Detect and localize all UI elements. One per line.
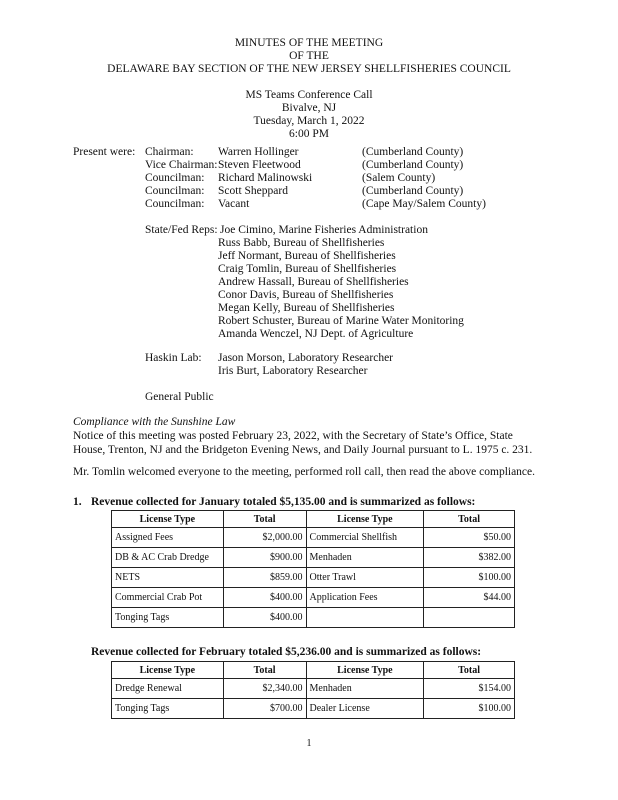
license-type-cell: Commercial Crab Pot — [112, 588, 224, 608]
total-cell: $100.00 — [424, 568, 515, 588]
rep-item: Russ Babb, Bureau of Shellfisheries — [218, 237, 385, 249]
table-header-row — [112, 662, 515, 679]
license-type-cell: Tonging Tags — [112, 608, 224, 628]
total-cell: $400.00 — [223, 588, 306, 608]
rep-item: Robert Schuster, Bureau of Marine Water Monitoring — [218, 315, 464, 327]
table-row — [112, 608, 515, 628]
reps-label: State/Fed Reps: — [145, 224, 218, 236]
total-cell: $100.00 — [424, 699, 515, 719]
col-header: License Type — [306, 662, 424, 679]
meeting-location-2: Bivalve, NJ — [281, 102, 337, 114]
council-name: Steven Fleetwood — [218, 159, 301, 171]
total-cell: $382.00 — [424, 548, 515, 568]
table-header-row — [112, 511, 515, 528]
rep-item: Amanda Wenczel, NJ Dept. of Agriculture — [218, 328, 414, 340]
license-type-cell: Dredge Renewal — [112, 679, 224, 699]
revenue-feb-table — [111, 661, 515, 719]
total-cell: $900.00 — [223, 548, 306, 568]
license-type-cell: Assigned Fees — [112, 528, 224, 548]
meeting-date: Tuesday, March 1, 2022 — [253, 115, 365, 127]
license-type-cell: Menhaden — [306, 548, 424, 568]
revenue-feb-heading: Revenue collected for February totaled $5,236.00 and is summarized as follows: — [91, 646, 482, 658]
welcome-text: Mr. Tomlin welcomed everyone to the meeting, performed roll call, then read the above compliance. — [73, 466, 536, 478]
total-cell: $700.00 — [223, 699, 306, 719]
header-line-2: OF THE — [289, 50, 329, 62]
total-cell: $50.00 — [424, 528, 515, 548]
meeting-time: 6:00 PM — [289, 128, 329, 140]
license-type-cell: Otter Trawl — [306, 568, 424, 588]
council-role: Councilman: — [145, 185, 205, 197]
council-county: (Salem County) — [362, 172, 436, 184]
total-cell: $859.00 — [223, 568, 306, 588]
council-role: Councilman: — [145, 172, 205, 184]
table-row — [112, 699, 515, 719]
col-header: License Type — [306, 511, 424, 528]
col-header: Total — [223, 511, 306, 528]
meeting-location-1: MS Teams Conference Call — [245, 89, 373, 101]
col-header: License Type — [112, 511, 224, 528]
haskin-item: Iris Burt, Laboratory Researcher — [218, 365, 368, 377]
license-type-cell: NETS — [112, 568, 224, 588]
total-cell: $154.00 — [424, 679, 515, 699]
haskin-label: Haskin Lab: — [145, 352, 202, 364]
general-public: General Public — [145, 391, 214, 403]
license-type-cell: Tonging Tags — [112, 699, 224, 719]
council-county: (Cumberland County) — [362, 185, 464, 197]
table-row — [112, 568, 515, 588]
header-line-1: MINUTES OF THE MEETING — [234, 37, 384, 49]
rep-item: Andrew Hassall, Bureau of Shellfisheries — [218, 276, 409, 288]
table-row — [112, 548, 515, 568]
council-county: (Cape May/Salem County) — [362, 198, 486, 210]
council-county: (Cumberland County) — [362, 146, 464, 158]
council-name: Scott Sheppard — [218, 185, 288, 197]
total-cell: $400.00 — [223, 608, 306, 628]
license-type-cell — [306, 608, 424, 628]
rep-item: Conor Davis, Bureau of Shellfisheries — [218, 289, 394, 301]
page-number: 1 — [306, 738, 312, 749]
rep-item: Megan Kelly, Bureau of Shellfisheries — [218, 302, 395, 314]
license-type-cell: Dealer License — [306, 699, 424, 719]
col-header: Total — [424, 662, 515, 679]
table-row — [112, 679, 515, 699]
revenue-jan-number: 1. — [73, 496, 82, 508]
header-line-3: DELAWARE BAY SECTION OF THE NEW JERSEY SHELLFISHERIES COUNCIL — [107, 63, 511, 75]
revenue-jan-table — [111, 510, 515, 628]
col-header: Total — [223, 662, 306, 679]
col-header: Total — [424, 511, 515, 528]
council-role: Councilman: — [145, 198, 205, 210]
rep-item: Jeff Normant, Bureau of Shellfisheries — [218, 250, 396, 262]
license-type-cell: DB & AC Crab Dredge — [112, 548, 224, 568]
council-name: Richard Malinowski — [218, 172, 313, 184]
compliance-text: Notice of this meeting was posted February 23, 2022, with the Secretary of State’s Office, State House, Trenton, NJ and the Bridgeton Evening News, and Daily Journal pursuant to L. 1975 c. 231. — [73, 430, 533, 456]
council-name: Vacant — [218, 198, 250, 210]
total-cell — [424, 608, 515, 628]
total-cell: $2,340.00 — [223, 679, 306, 699]
rep-item: Craig Tomlin, Bureau of Shellfisheries — [218, 263, 397, 275]
table-row — [112, 588, 515, 608]
license-type-cell: Application Fees — [306, 588, 424, 608]
license-type-cell: Menhaden — [306, 679, 424, 699]
revenue-jan-heading: Revenue collected for January totaled $5,135.00 and is summarized as follows: — [91, 496, 476, 508]
total-cell: $44.00 — [424, 588, 515, 608]
council-role: Vice Chairman: — [145, 159, 218, 171]
haskin-item: Jason Morson, Laboratory Researcher — [218, 352, 393, 364]
council-county: (Cumberland County) — [362, 159, 464, 171]
license-type-cell: Commercial Shellfish — [306, 528, 424, 548]
present-label: Present were: — [73, 146, 136, 158]
rep-item: Joe Cimino, Marine Fisheries Administration — [220, 224, 428, 236]
col-header: License Type — [112, 662, 224, 679]
council-role: Chairman: — [145, 146, 194, 158]
table-row — [112, 528, 515, 548]
total-cell: $2,000.00 — [223, 528, 306, 548]
compliance-heading: Compliance with the Sunshine Law — [73, 416, 236, 428]
council-name: Warren Hollinger — [218, 146, 299, 158]
